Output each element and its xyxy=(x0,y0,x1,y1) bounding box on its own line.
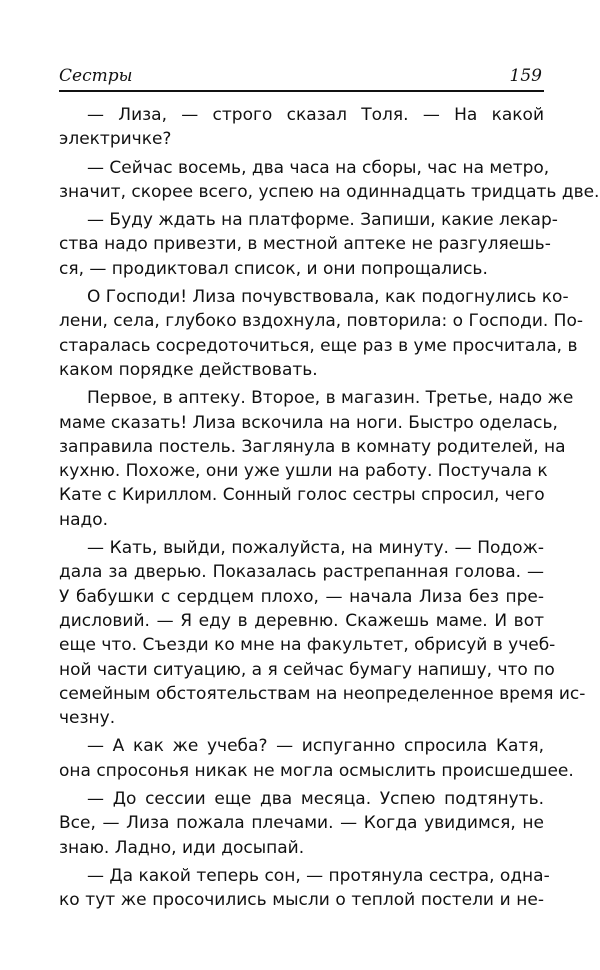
text-line: семейным обстоятельствам на неопределенное время ис- xyxy=(59,683,586,704)
text-line: старалась сосредоточиться, еще раз в уме просчитала, в xyxy=(59,335,578,356)
text-line: — А как же учеба? — испуганно спросила Катя, xyxy=(87,736,544,757)
text-line: — Буду ждать на платформе. Запиши, какие лекар- xyxy=(87,210,558,231)
text-line: У бабушки с сердцем плохо, — начала Лиза без пре- xyxy=(59,586,544,607)
text-line: каком порядке действовать. xyxy=(59,359,318,380)
text-line: ной части ситуацию, а я сейчас бумагу напишу, что по xyxy=(59,659,555,680)
text-line: Кате с Кириллом. Сонный голос сестры спросил, чего xyxy=(59,485,545,506)
paragraph xyxy=(59,208,558,281)
paragraph xyxy=(59,864,550,913)
text-line: — Сейчас восемь, два часа на сборы, час на метро, xyxy=(87,157,550,178)
text-line: дисловий. — Я еду в деревню. Скажешь маме. И вот xyxy=(59,610,544,631)
text-line: значит, скорее всего, успею на одиннадцать тридцать две. xyxy=(59,181,600,202)
text-line: — Лиза, — строго сказал Толя. — На какой xyxy=(87,105,544,125)
text-line: — Да какой теперь сон, — протянула сестра, одна- xyxy=(87,865,550,886)
text-line: заправила постель. Заглянула в комнату родителей, на xyxy=(59,436,566,457)
chapter-title: Сестры xyxy=(59,66,133,86)
text-line: ся, — продиктовал список, и они попрощались. xyxy=(59,258,488,279)
paragraph xyxy=(59,734,574,783)
paragraph xyxy=(59,156,600,205)
text-line: знаю. Ладно, иди досыпай. xyxy=(59,837,305,858)
text-line: — До сессии еще два месяца. Успею подтянуть. xyxy=(87,789,544,810)
page-number: 159 xyxy=(509,66,542,86)
text-line: ства надо привезти, в местной аптеке не разгуляешь- xyxy=(59,234,551,255)
text-line: еще что. Съезди ко мне на факультет, обрисуй в учеб- xyxy=(59,635,556,656)
text-line: кухню. Похоже, они уже ушли на работу. Постучала к xyxy=(59,461,548,482)
paragraph xyxy=(59,386,574,532)
text-line: О Господи! Лиза почувствовала, как подогнулись ко- xyxy=(87,287,569,308)
paragraph xyxy=(59,787,544,860)
text-line: чезну. xyxy=(59,708,116,729)
paragraph xyxy=(59,285,584,382)
text-line: лени, села, глубоко вздохнула, повторила: о Господи. По- xyxy=(59,311,584,332)
body-text xyxy=(59,103,600,917)
text-line: дала за дверью. Показалась растрепанная голова. — xyxy=(59,562,544,583)
text-line: Первое, в аптеку. Второе, в магазин. Третье, надо же xyxy=(87,388,574,409)
text-line: она спросонья никак не могла осмыслить происшедшее. xyxy=(59,760,574,781)
text-line: надо. xyxy=(59,509,109,530)
running-header xyxy=(59,64,544,92)
paragraph xyxy=(59,536,586,730)
text-line: — Кать, выйди, пожалуйста, на минуту. — Подож- xyxy=(87,538,544,559)
paragraph xyxy=(59,103,544,152)
text-line: маме сказать! Лиза вскочила на ноги. Быстро оделась, xyxy=(59,412,558,433)
text-line: Все, — Лиза пожала плечами. — Когда увидимся, не xyxy=(59,813,544,834)
text-line: электричке? xyxy=(59,129,172,150)
text-line: ко тут же просочились мысли о теплой постели и не- xyxy=(59,890,544,911)
